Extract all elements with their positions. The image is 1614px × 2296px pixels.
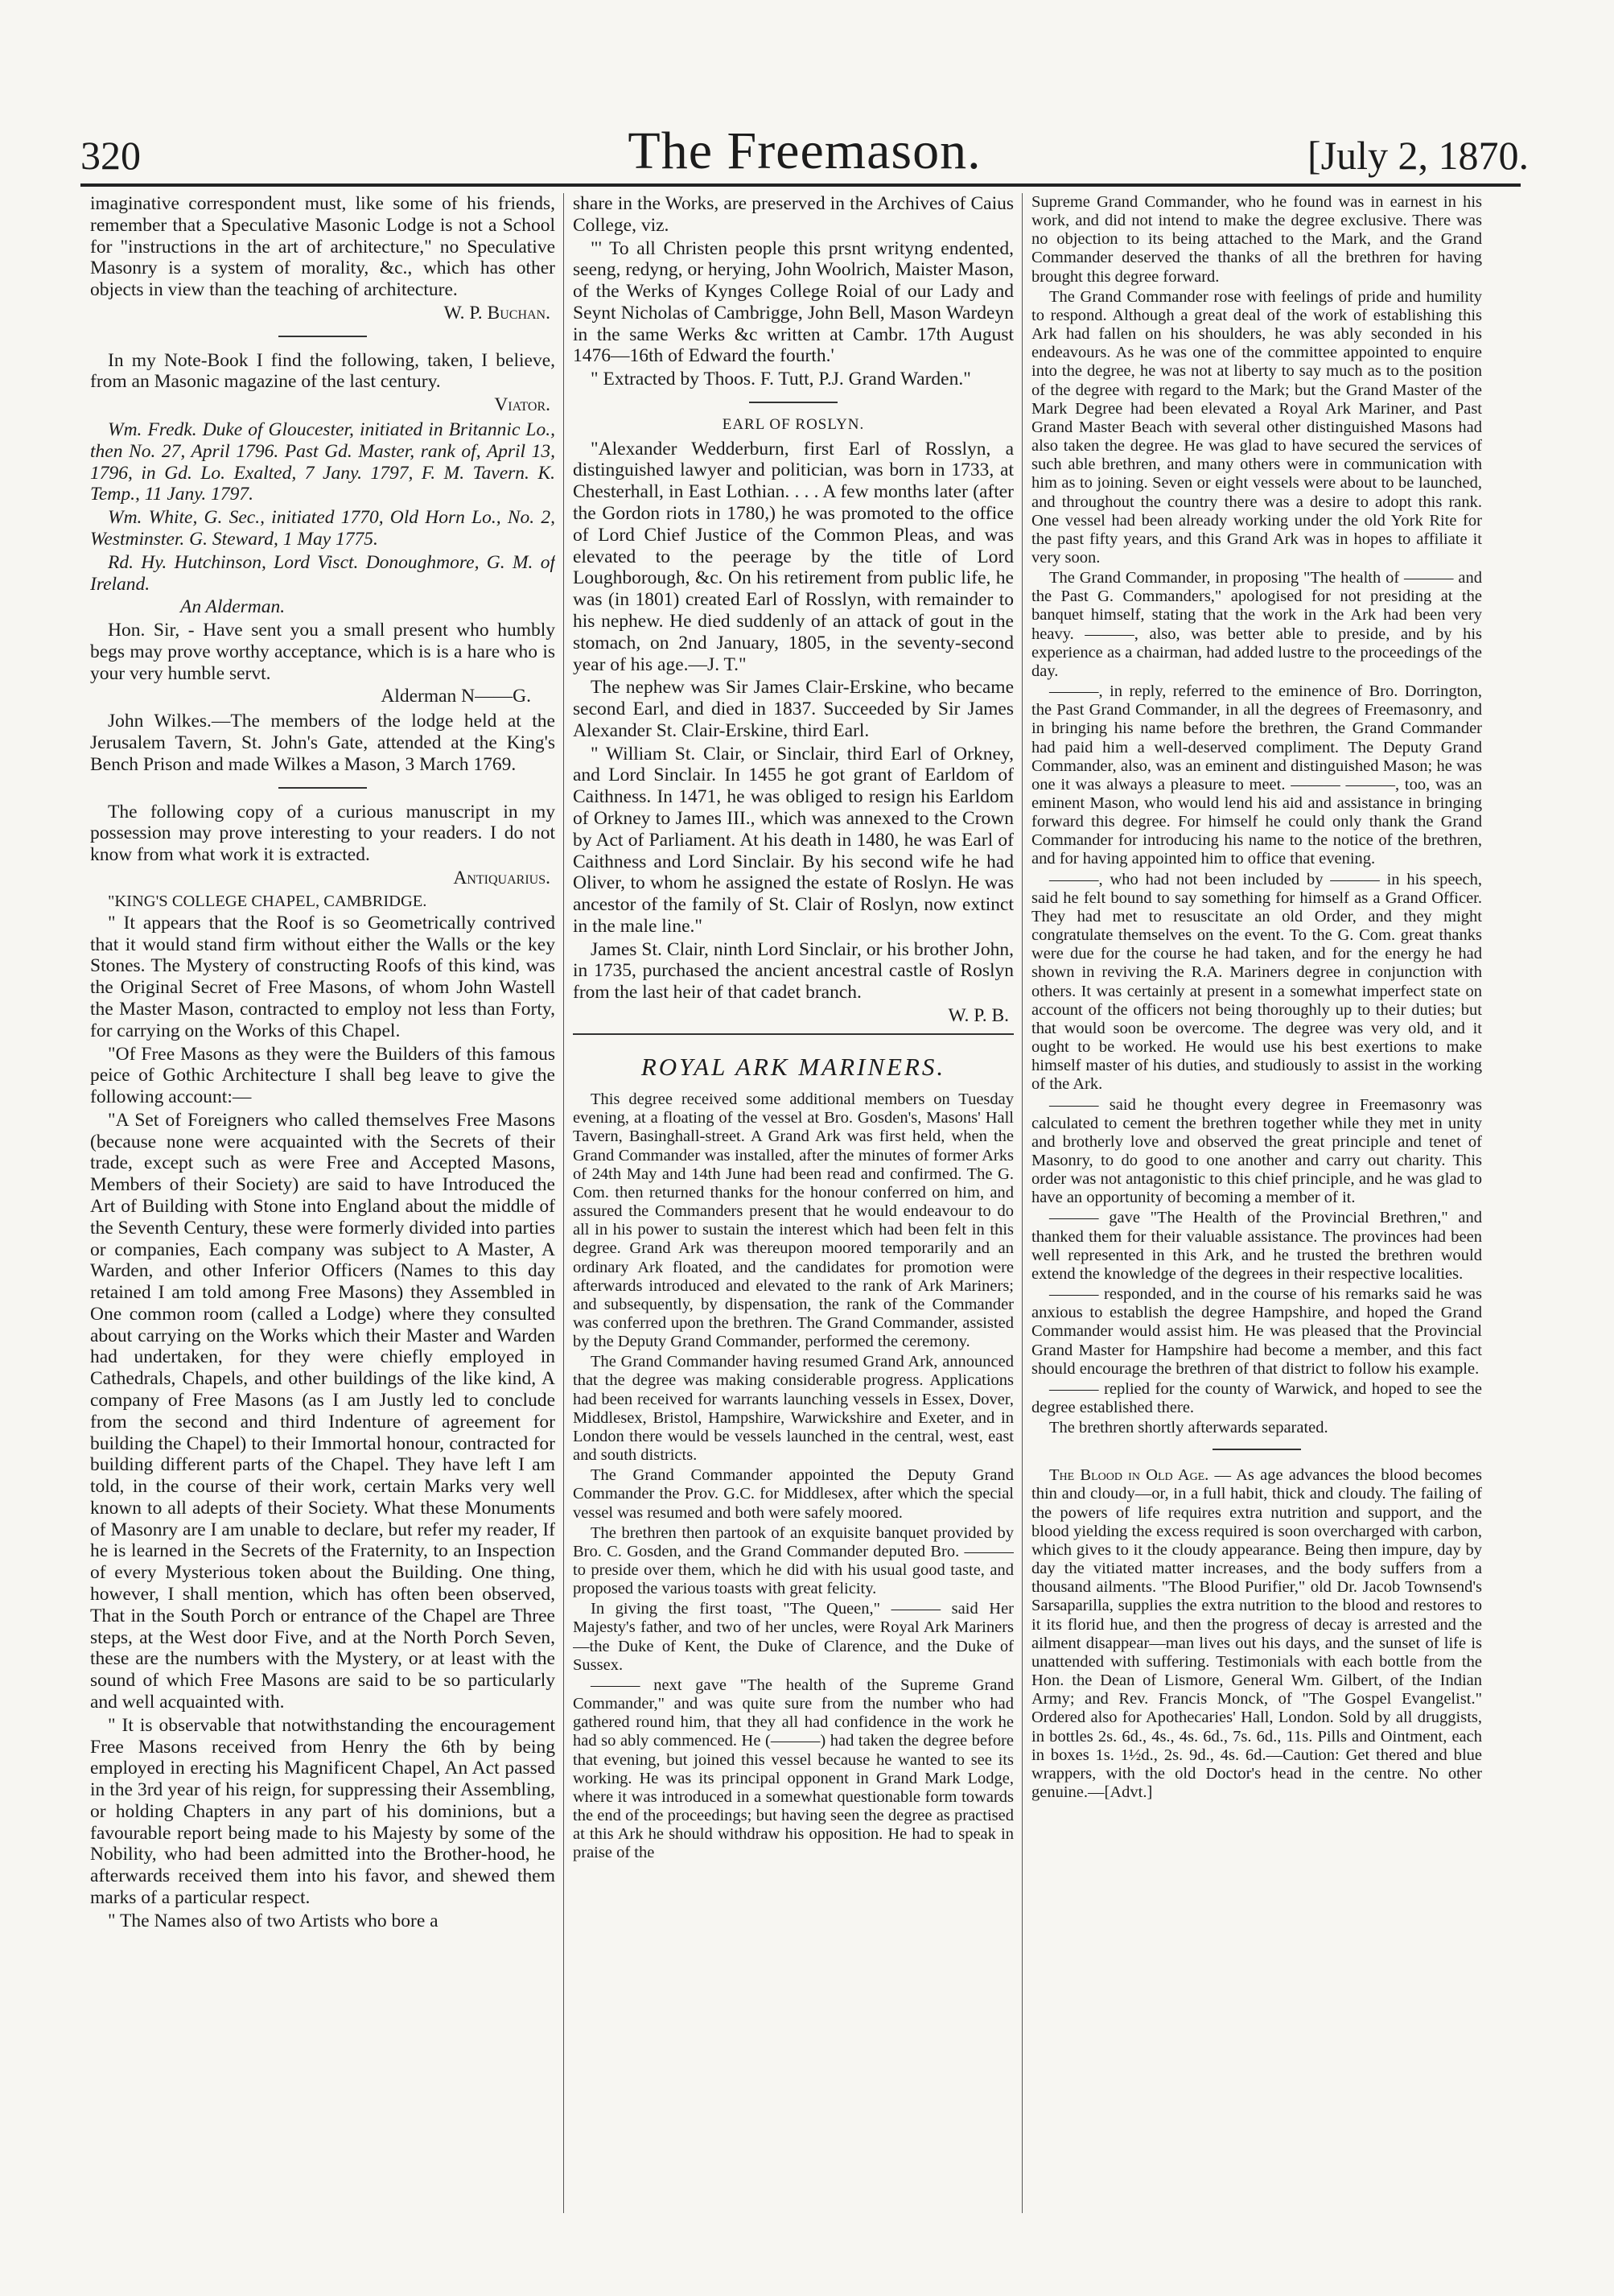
paragraph: " It is observable that notwithstanding the encouragement Free Masons received from Henry the 6th by being employed in erecting his Magnificent Chapel, An Act passed in the 3rd year of his reign, for suppressing their Assembling, or holding Chapters in any part of his dominions, but a favourable report being made to his Majesty by some of the Nobility, who had been admitted into the Brother-hood, he afterwards received them into his favor, and shewed them marks of a particular respect. xyxy=(90,1714,555,1908)
paragraph: "Alexander Wedderburn, first Earl of Rosslyn, a distinguished lawyer and politician, was born in 1733, at Chesterhall, in East Lothian. . . . A few months later (after the Gordon riots in 1780,) he was promoted to the office of Lord Chief Justice of the Common Pleas, and was elevated to the peerage by the title of Lord Loughborough, &c. On his retirement from public life, he was (in 1801) created Earl of Rosslyn, with remainder to his nephew. He died suddenly of an attack of gout in the stomach, on 2nd January, 1805, in the seventy-second year of his age.—J. T." xyxy=(573,438,1014,675)
paragraph: " William St. Clair, or Sinclair, third Earl of Orkney, and Lord Sinclair. In 1455 he got grant of Earldom of Caithness. In 1471, he was obliged to resign his Earldom of Orkney to James III., which was annexed to the Crown by Act of Parliament. At his death in 1480, he was Earl of Caithness and Lord Sinclair. By his second wife he had Oliver, to whom he assigned the estate of Roslyn. He was ancestor of the family of St. Clair of Roslyn, now extinct in the male line." xyxy=(573,743,1014,937)
signature: Antiquarius. xyxy=(453,867,550,888)
section-divider xyxy=(278,336,367,337)
paragraph: This degree received some additional members on Tuesday evening, at a floating of the vessel at Bro. Gosden's, Masons' Hall Tavern, Basinghall-street. A Grand Ark was first held, when the Grand Commander was installed, after the minutes of former Arks of 24th May and 14th June had been read and confirmed. The G. Com. then returned thanks for the honour conferred on him, and assured the Commanders present that he would endeavour to do all in his power to sustain the interest which had been felt in this degree. Grand Ark was thereupon moored temporarily and an ordinary Ark floated, and the candidates for promotion were afterwards introduced and elevated to the rank of Ark Mariners; and subsequently, by dispensation, the rank of the Commander was conferred upon the brethren. The Grand Commander, assisted by the Deputy Grand Commander, performed the ceremony. xyxy=(573,1090,1014,1351)
signature: W. P. B. xyxy=(948,1005,1009,1026)
paragraph: " Extracted by Thoos. F. Tutt, P.J. Grand Warden." xyxy=(591,369,971,390)
signature: Viator. xyxy=(494,394,550,416)
paragraph: Wm. Fredk. Duke of Gloucester, initiated in Britannic Lo., then No. 27, April 1796. Past Gd. Master, rank of, April 13, 1796, in Gd. Lo. Exalted, 7 Jany. 1797, F. M. Tavern. K. Temp., 11 Jany. 1797. xyxy=(90,419,555,505)
paragraph: ———, in reply, referred to the eminence of Bro. Dorrington, the Past Grand Commander, in all the degrees of Freemasonry, and in bringing his name before the brethren, the Grand Commander had paid him a well-deserved compliment. The Deputy Grand Commander, also, was an eminent and distinguished Mason; he was one it was always a pleasure to meet. ——— ———, too, was an eminent Mason, who would lend his aid and assistance in bringing forward this degree. For himself he could only thank the Grand Commander for introducing his name to the notice of the brethren, and for having appointed him to office that evening. xyxy=(1031,682,1482,868)
advertisement xyxy=(1031,1466,1482,1802)
paragraph: " It appears that the Roof is so Geometrically contrived that it would stand firm without either the Walls or the key Stones. The Mystery of constructing Roofs of this kind, was the Original Secret of Free Masons, of whom John Wastell the Master Mason, contracted to employ not less than Forty, for carrying on the Works of this Chapel. xyxy=(90,912,555,1041)
column-separator xyxy=(563,193,564,2213)
signature: Alderman N——G. xyxy=(381,686,531,707)
paragraph: share in the Works, are preserved in the Archives of Caius College, viz. xyxy=(573,193,1014,236)
column-3 xyxy=(1031,193,1482,2237)
advertisement-body: — As age advances the blood becomes thin and cloudy—or, in a full habit, thick and cloudy. The failing of the powers of life requires extra nutrition and support, and the blood yielding the excess required is soon overcharged with carbon, which gives to it the cloudy appearance. Being then impure, day by day the vitiated matter increases, and the body suffers from a thousand ailments. "The Blood Purifier," old Dr. Jacob Townsend's Sarsaparilla, supplies the extra nutrition to the blood and restores to it its florid hue, and then the progress of decay is arrested and the ailment disappear—man lives out his days, and the sunset of life is unattended with suffering. Testimonials with each bottle from the Hon. the Dean of Lismore, General Wm. Gilbert, of the Indian Army; and Rev. Francis Monck, of "The Gospel Evangelist." Ordered also for Apothecaries' Hall, London. Sold by all druggists, in bottles 2s. 6d., 4s., 4s. 6d., 7s. 6d., 11s. Pills and Ointment, each in boxes 1s. 1½d., 2s. 9d., 4s. 6d.—Caution: Get thered and blue wrappers, with the old Doctor's head in the centre. No other genuine.—[Advt.] xyxy=(1031,1466,1482,1801)
section-heading: ROYAL ARK MARINERS. xyxy=(573,1033,1014,1081)
column-1 xyxy=(90,193,555,2237)
paragraph: " The Names also of two Artists who bore a xyxy=(108,1910,438,1931)
paragraph: The Grand Commander, in proposing "The health of ——— and the Past G. Commanders," apologised for not presiding at the banquet himself, stating that the work in the Ark had been very heavy. ———, also, was better able to preside, and by his experience as a chairman, had added lustre to the proceedings of the day. xyxy=(1031,569,1482,680)
page-number: 320 xyxy=(80,133,141,178)
section-divider xyxy=(749,402,838,403)
paragraph: ——— next gave "The health of the Supreme Grand Commander," and was quite sure from the number who had gathered round him, that they all had confidence in the work he had so ably commenced. He (———) had taken the degree before that evening, but joined this vessel because he wanted to see its working. He was its principal opponent in Grand Mark Lodge, where it was introduced in a somewhat questionable form towards the end of the proceedings; but having seen the degree as practised at this Ark he should withdraw his opposition. He had to speak in praise of the xyxy=(573,1676,1014,1862)
paragraph: ——— responded, and in the course of his remarks said he was anxious to establish the degree Hampshire, and hoped the Grand Commander would assist him. He was pleased that the Provincial Grand Master for Hampshire had become a member, and this fact should encourage the brethren of that district to follow his example. xyxy=(1031,1285,1482,1378)
paragraph: Wm. White, G. Sec., initiated 1770, Old Horn Lo., No. 2, Westminster. G. Steward, 1 May 1775. xyxy=(90,507,555,550)
paragraph: The Grand Commander appointed the Deputy Grand Commander the Prov. G.C. for Middlesex, after which the special vessel was resumed and both were safely moored. xyxy=(573,1466,1014,1522)
column-2 xyxy=(573,193,1014,2237)
issue-date: [July 2, 1870. xyxy=(1307,133,1529,178)
masthead-rule xyxy=(80,183,1521,187)
paragraph: An Alderman. xyxy=(180,596,286,618)
paragraph: Supreme Grand Commander, who he found was in earnest in his work, and did not intend to make the degree exclusive. There was no objection to its being attached to the Mark, and the Grand Commander deserved the thanks of all the brethren for having brought this degree forward. xyxy=(1031,193,1482,286)
paragraph: In giving the first toast, "The Queen," ——— said Her Majesty's father, and two of her uncles, were Royal Ark Mariners—the Duke of Kent, the Duke of Clarence, and the Duke of Sussex. xyxy=(573,1600,1014,1674)
masthead xyxy=(80,121,1529,185)
paragraph: James St. Clair, ninth Lord Sinclair, or his brother John, in 1735, purchased the ancient ancestral castle of Roslyn from the last heir of that cadet branch. xyxy=(573,938,1014,1004)
column-separator xyxy=(1022,193,1023,2213)
section-heading: EARL OF ROSLYN. xyxy=(722,416,865,434)
paragraph: "A Set of Foreigners who called themselves Free Masons (because none were acquainted with the Secrets of their trade, except such as were Free and Accepted Masons, Members of their Society) are said to have Introduced the Art of Building with Stone into England about the middle of the Seventh Century, these were formerly divided into parties or companies, Each company was subject to A Master, A Warden, and other Inferior Officers (Names to this day retained I am told among Free Masons) they Assembled in One common room (called a Lodge) where they consulted about carrying on the Works which their Master and Warden had undertaken, for they were chiefly employed in Cathedrals, Chapels, and other buildings of the like kind, A company of Free Masons (as I am Justly led to conclude from the second and third Indenture of agreement for building the Chapel) to their Immortal honour, contracted for building different parts of the Chapel. They have left I am told, in the course of their work, certain Marks very well known to all adepts of their Society. What these Monuments of Masonry are I am unable to declare, but refer my reader, If he is learned in the Secrets of the Fraternity, to an Inspection of every Mysterious token about the Building. One thing, however, I shall mention, which has often been observed, That in the South Porch or entrance of the Chapel are Three steps, at the West door Five, and at the North Porch Seven, these are the numbers with the Mystery, or at least with the sound of which Free Masons are said to be so particularly and well acquainted with. xyxy=(90,1109,555,1713)
paragraph: The Grand Commander rose with feelings of pride and humility to respond. Although a great deal of the work of establishing this Ark had fallen on his shoulders, he was ably seconded in his endeavours. As he was one of the committee appointed to enquire into the degree, he was not at liberty to say much as to the position of the degree with regard to the Mark; but the Grand Master of the Mark Degree had been elevated a Royal Ark Mariner, and Past Grand Master Beach with several other distinguished Masons had also taken the degree. He was glad to have secured the services of such able brethren, and many others were in communication with him as to joining. Seven or eight vessels were about to be launched, and throughout the country there was a desire to adopt this rank. One vessel had been already working under the old York Rite for the past fifty years, and this Grand Ark was in hopes to affiliate it very soon. xyxy=(1031,287,1482,567)
paragraph: The brethren then partook of an exquisite banquet provided by Bro. C. Gosden, and the Grand Commander deputed Bro. ——— to preside over them, which he did with his usual good taste, and proposed the various toasts with great felicity. xyxy=(573,1523,1014,1598)
paragraph: Rd. Hy. Hutchinson, Lord Visct. Donoughmore, G. M. of Ireland. xyxy=(90,551,555,595)
paragraph: John Wilkes.—The members of the lodge held at the Jerusalem Tavern, St. John's Gate, attended at the King's Bench Prison and made Wilkes a Mason, 3 March 1769. xyxy=(90,711,555,775)
paragraph: "Of Free Masons as they were the Builders of this famous peice of Gothic Architecture I shall beg leave to give the following account:— xyxy=(90,1043,555,1108)
paragraph: In my Note-Book I find the following, taken, I believe, from an Masonic magazine of the last century. xyxy=(90,349,555,393)
advertisement-title: The Blood in Old Age. xyxy=(1049,1466,1209,1485)
paragraph: imaginative correspondent must, like some of his friends, remember that a Speculative Masonic Lodge is not a School for "instructions in the art of architecture," no Speculative Masonry is a system of morality, &c., which has other objects in view than the teaching of architecture. xyxy=(90,193,555,301)
paragraph: The Grand Commander having resumed Grand Ark, announced that the degree was making considerable progress. Applications had been received for warrants launching vessels in Essex, Dover, Middlesex, Bristol, Hampshire, Warwickshire and Exeter, and in London there would be vessels launched in the central, west, east and south districts. xyxy=(573,1353,1014,1465)
paragraph: The brethren shortly afterwards separated. xyxy=(1049,1419,1328,1437)
newspaper-title: The Freemason. xyxy=(628,122,982,180)
subheading: "KING'S COLLEGE CHAPEL, CAMBRIDGE. xyxy=(108,892,427,910)
paragraph: Hon. Sir, - Have sent you a small present who humbly begs may prove worthy acceptance, which is is a hare who is your very humble servt. xyxy=(90,620,555,684)
section-divider xyxy=(1213,1449,1301,1450)
paragraph: ——— gave "The Health of the Provincial Brethren," and thanked them for their valuable assistance. The provinces had been well represented in this Ark, and he trusted the brethren would extend the knowledge of the degrees in their respective localities. xyxy=(1031,1209,1482,1283)
signature: W. P. Buchan. xyxy=(443,302,550,324)
section-divider xyxy=(278,787,367,789)
paragraph: ——— replied for the county of Warwick, and hoped to see the degree established there. xyxy=(1031,1379,1482,1416)
paragraph: The following copy of a curious manuscript in my possession may prove interesting to your readers. I do not know from what work it is extracted. xyxy=(90,801,555,866)
paragraph: "' To all Christen people this prsnt writyng endented, seeng, redyng, or herying, John Woolrich, Maister Mason, of the Werks of Kynges College Roial of our Lady and Seynt Nicholas of Cambrigge, John Bell, Mason Wardeyn in the same Werks &c written at Cambr. 17th August 1476—16th of Edward the fourth.' xyxy=(573,237,1014,367)
paragraph: ———, who had not been included by ——— in his speech, said he felt bound to say something for himself as a Grand Officer. They had met to resuscitate an old Order, and they might congratulate themselves on the event. To the G. Com. great thanks were due for the course he had taken, and for the energy he had shown in reviving the R.A. Mariners degree in conjunction with others. It was certainly at present in a somewhat imperfect state on account of the officers not being thoroughly up to their duties; but that would soon be overcome. The degree was very old, and it ought to be worked. He would use his best exertions to make himself master of his duties, and studiously to assist in the working of the Ark. xyxy=(1031,870,1482,1094)
paragraph: The nephew was Sir James Clair-Erskine, who became second Earl, and died in 1837. Succeeded by Sir James Alexander St. Clair-Erskine, third Earl. xyxy=(573,677,1014,741)
paragraph: ——— said he thought every degree in Freemasonry was calculated to cement the brethren together while they met in unity and brotherly love and observed the great principle and tenet of Masonry, to do good to one another and carry out charity. This order was not antagonistic to this chief principle, and he was glad to have an opportunity of becoming a member of it. xyxy=(1031,1095,1482,1207)
